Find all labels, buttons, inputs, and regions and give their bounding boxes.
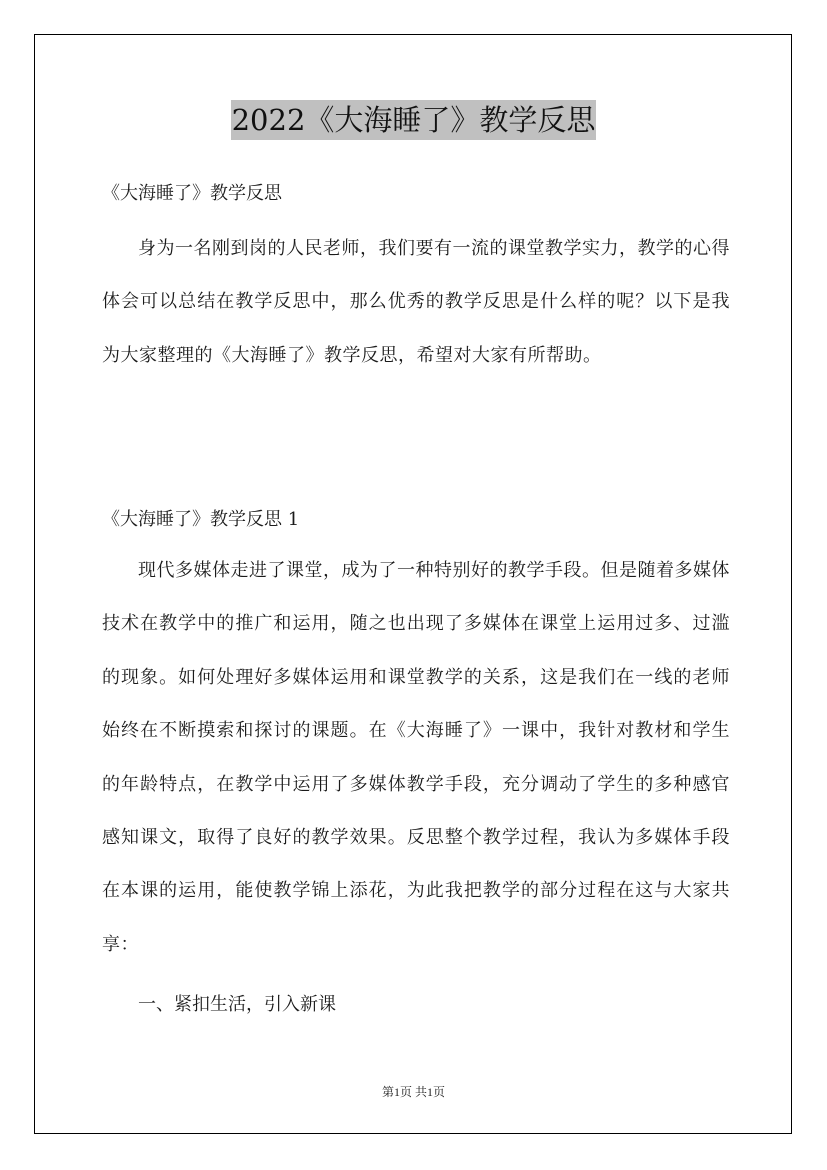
page-footer: 第1页 共1页 bbox=[381, 1085, 445, 1099]
section1-title: 《大海睡了》教学反思 1 bbox=[102, 509, 300, 530]
document-title: 2022《大海睡了》教学反思 bbox=[231, 100, 597, 140]
intro-paragraph: 身为一名刚到岗的人民老师，我们要有一流的课堂教学实力，教学的心得体会可以总结在教学反思中，那么优秀的教学反思是什么样的呢？以下是我为大家整理的《大海睡了》教学反思，希望对大家有所帮助。 bbox=[102, 238, 730, 366]
section1-paragraph: 现代多媒体走进了课堂，成为了一种特别好的教学手段。但是随着多媒体技术在教学中的推广和运用，随之也出现了多媒体在课堂上运用过多、过滥的现象。如何处理好多媒体运用和课堂教学的关系，这是我们在一线的老师始终在不断摸索和探讨的课题。在《大海睡了》一课中，我针对教材和学生的年龄特点，在教学中运用了多媒体教学手段，充分调动了学生的多种感官感知课文，取得了良好的教学效果。反思整个教学过程，我认为多媒体手段在本课的运用，能使教学锦上添花，为此我把教学的部分过程在这与大家共享： bbox=[102, 560, 730, 955]
title-container bbox=[0, 100, 827, 140]
subheading-1: 一、紧扣生活，引入新课 bbox=[138, 994, 336, 1015]
document-subtitle: 《大海睡了》教学反思 bbox=[102, 183, 282, 204]
